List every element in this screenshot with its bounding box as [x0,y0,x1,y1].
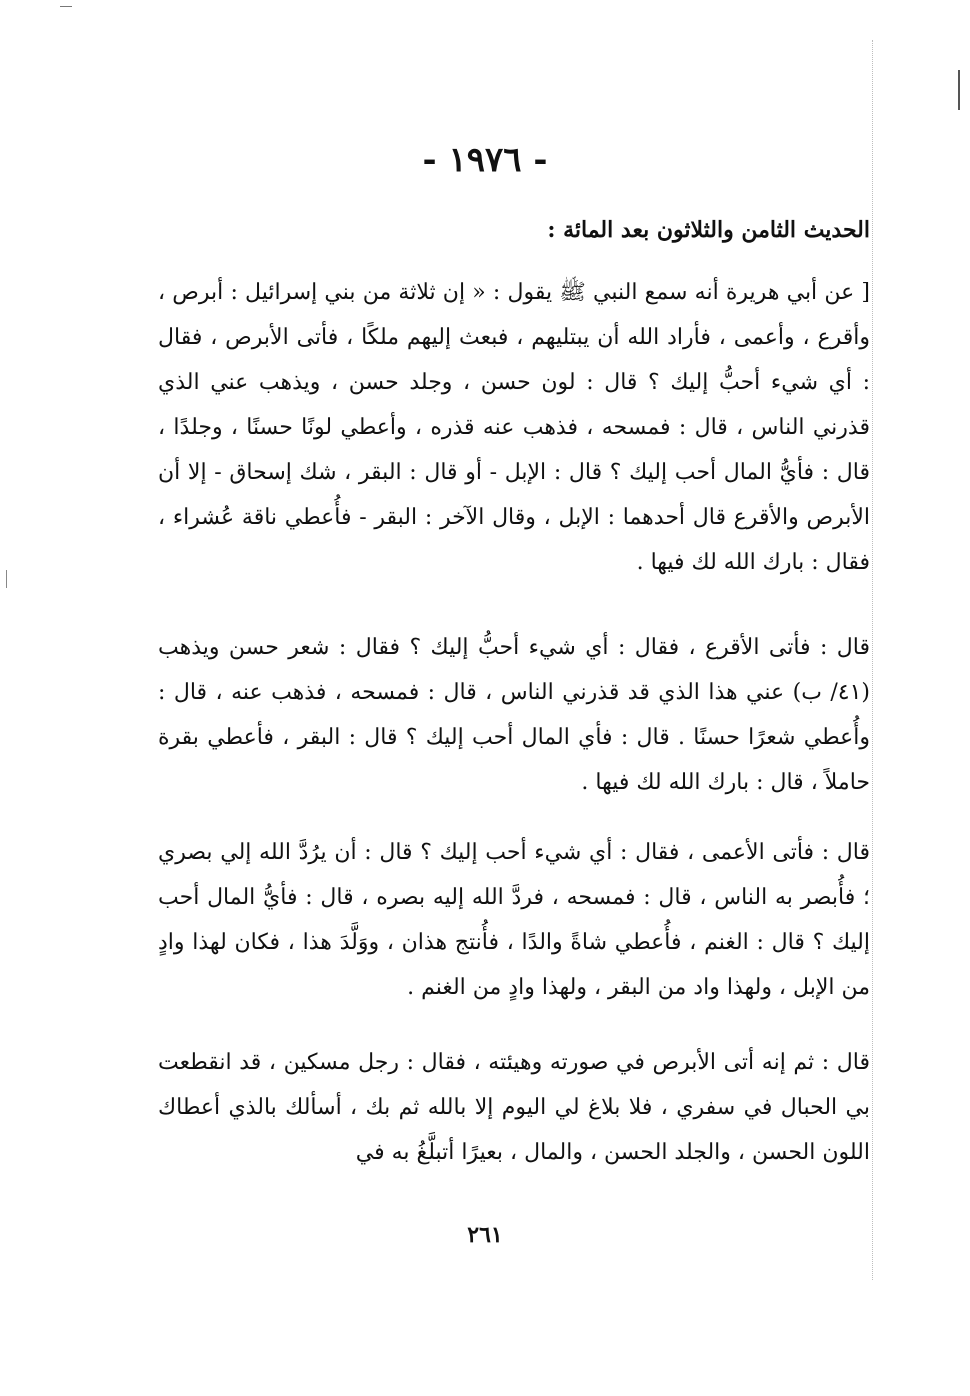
page-number: ٢٦١ [467,1222,503,1248]
hadith-heading: الحديث الثامن والثلاثون بعد المائة : [547,217,870,243]
scan-mark [60,6,72,7]
paragraph-text: [ عن أبي هريرة أنه سمع النبي ﷺ يقول : « إن ثلاثة من بني إسرائيل : أبرص ، وأقرع ، وأعمى ، فأراد الله أن يبتليهم ، فبعث إليهم ملكًا ، فأتى الأبرص ، فقال : أي شيء أحبُّ إليك ؟ قال : لون حسن ، وجلد حسن ، ويذهب عني الذي قذرني الناس ، قال : فمسحه ، فذهب عنه قذره ، وأعطي لونًا حسنًا ، وجلدًا ، قال : فأيُّ المال أحب إليك ؟ قال : الإبل - أو قال : البقر ، شك إسحاق - إلا أن الأبرص والأقرع قال أحدهما : الإبل ، وقال الآخر : البقر - فأُعطي ناقة عُشراء ، فقال : بارك الله لك فيها . [158,280,870,575]
paragraph-text: قال : فأتى الأقرع ، فقال : أي شيء أحبُّ إليك ؟ فقال : شعر حسن ويذهب (٤١/ ب) عني هذا الذي قد قذرني الناس ، قال : فمسحه ، فذهب عنه ، قال : وأُعطي شعرًا حسنًا . قال : فأي المال أحب إليك ؟ قال : البقر ، فأعطي بقرة حاملاً ، قال : بارك الله لك فيها . [158,635,870,795]
scan-mark [6,570,7,588]
paragraph [158,1040,870,1175]
hadith-number: - ١٩٧٦ - [422,140,548,180]
paragraph [158,270,870,585]
paragraph [158,830,870,1010]
paragraph [158,625,870,805]
scan-mark [958,70,960,110]
paragraph-text: قال : ثم إنه أتى الأبرص في صورته وهيئته ، فقال : رجل مسكين ، قد انقطعت بي الحبال في سفري ، فلا بلاغ لي اليوم إلا بالله ثم بك ، أسألك بالذي أعطاك اللون الحسن ، والجلد الحسن ، والمال ، بعيرًا أتبلَّغُ به في [158,1050,870,1165]
paragraph-text: قال : فأتى الأعمى ، فقال : أي شيء أحب إليك ؟ قال : أن يرُدَّ الله إلي بصري ؛ فأُبصر به الناس ، قال : فمسحه ، فردَّ الله إليه بصره ، قال : فأيُّ المال أحب إليك ؟ قال : الغنم ، فأُعطي شاةً والدًا ، فأُنتج هذان ، ووَلَّدَ هذا ، فكان لهذا وادٍ من الإبل ، ولهذا واد من البقر ، ولهذا وادٍ من الغنم . [158,840,870,1000]
margin-rule [872,40,873,1280]
